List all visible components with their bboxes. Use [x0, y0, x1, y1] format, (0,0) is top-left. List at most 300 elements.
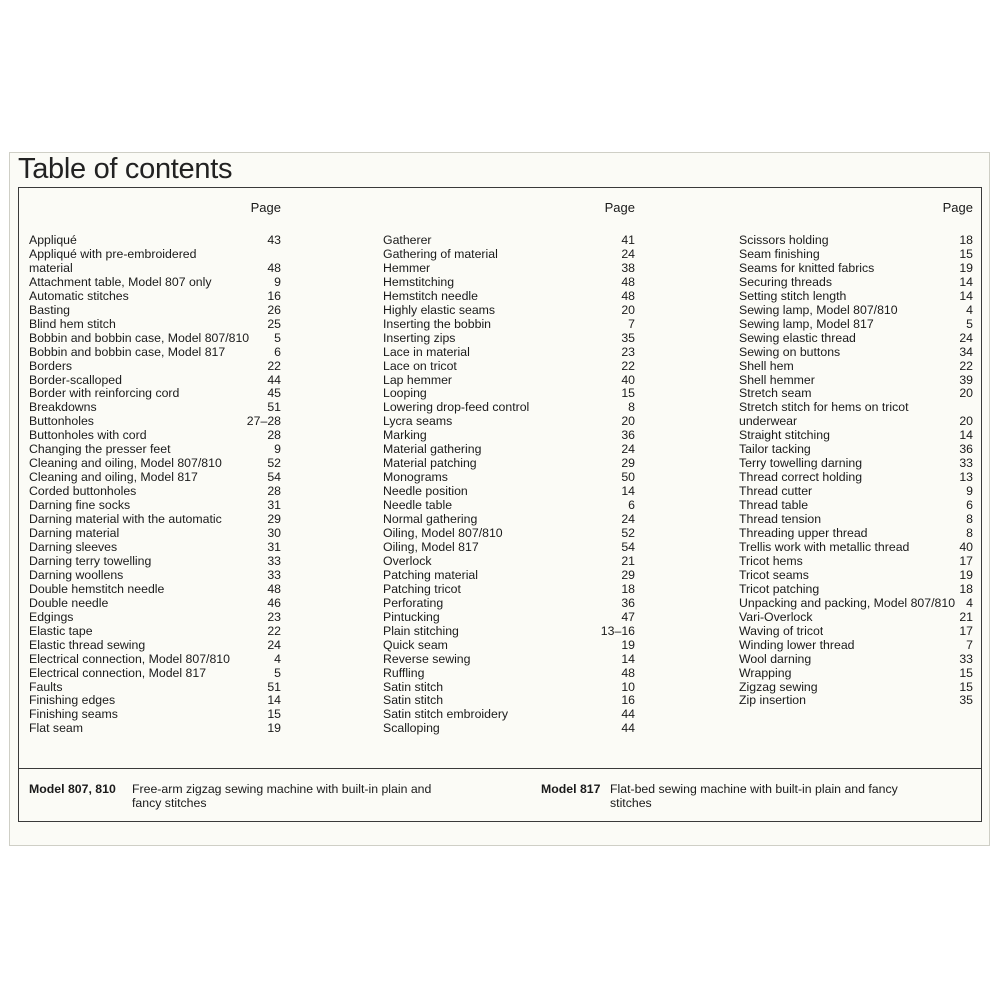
contents-entry	[383, 625, 635, 639]
contents-entry	[739, 387, 973, 401]
contents-entry	[739, 583, 973, 597]
entry-page-number: 14	[959, 428, 973, 443]
entry-topic: Patching tricot	[383, 582, 461, 596]
contents-entry	[383, 541, 635, 555]
entry-page-number: 13	[959, 470, 973, 485]
entry-page-number: 36	[621, 428, 635, 443]
contents-entry	[739, 667, 973, 681]
entry-page-number: 18	[959, 233, 973, 247]
entry-topic: Shell hemmer	[739, 373, 815, 387]
contents-entry	[29, 485, 281, 499]
contents-entry	[739, 360, 973, 374]
contents-entry	[739, 374, 973, 388]
entry-topic: Tricot hems	[739, 554, 803, 568]
contents-entry	[739, 332, 973, 346]
entry-topic: Appliqué with pre-embroidered	[29, 247, 197, 261]
model-label: Model 817	[541, 782, 601, 796]
contents-entry	[739, 248, 973, 262]
contents-entry	[383, 290, 635, 304]
entry-page-number: 9	[274, 442, 281, 457]
entry-page-number: 51	[267, 400, 281, 415]
contents-entry	[383, 304, 635, 318]
entry-topic: Cleaning and oiling, Model 807/810	[29, 457, 222, 471]
entry-topic: Electrical connection, Model 817	[29, 666, 207, 680]
entry-page-number: 26	[267, 302, 281, 317]
entry-page-number: 44	[621, 707, 635, 722]
entry-topic: Darning fine socks	[29, 499, 131, 513]
contents-entry	[739, 262, 973, 276]
entry-topic: material	[29, 261, 73, 275]
entry-page-number: 47	[621, 609, 635, 624]
contents-entry	[739, 234, 973, 248]
contents-entry	[383, 597, 635, 611]
page-column-header: Page	[604, 200, 635, 215]
entry-page-number: 25	[267, 316, 281, 331]
entry-topic: Reverse sewing	[383, 652, 471, 666]
entry-page-number: 36	[621, 595, 635, 610]
contents-entry	[383, 248, 635, 262]
entry-page-number: 17	[959, 553, 973, 568]
entry-page-number: 51	[267, 679, 281, 694]
contents-entry	[29, 276, 281, 290]
contents-entry	[29, 611, 281, 625]
model-note-817	[541, 782, 961, 810]
entry-topic: Automatic stitches	[29, 289, 129, 303]
entry-page-number: 38	[621, 260, 635, 275]
entry-topic: Tailor tacking	[739, 443, 811, 457]
entry-page-number: 48	[621, 288, 635, 303]
contents-entry	[739, 527, 973, 541]
contents-entry	[383, 485, 635, 499]
entry-page-number: 8	[966, 512, 973, 527]
entry-topic: Hemstitch needle	[383, 289, 479, 303]
contents-entry	[383, 653, 635, 667]
entry-topic: Shell hem	[739, 359, 794, 373]
contents-entry	[383, 387, 635, 401]
contents-entry	[383, 346, 635, 360]
entry-page-number: 6	[628, 498, 635, 513]
model-description: Flat-bed sewing machine with built-in plain and fancy stitches	[610, 782, 898, 810]
contents-entry	[29, 667, 281, 681]
entry-page-number: 21	[959, 609, 973, 624]
contents-entry	[29, 708, 281, 722]
entry-page-number: 10	[621, 679, 635, 694]
contents-entry	[383, 667, 635, 681]
entry-page-number: 7	[966, 637, 973, 652]
contents-entry	[383, 332, 635, 346]
entry-topic: Zip insertion	[739, 694, 806, 708]
entry-page-number: 22	[621, 358, 635, 373]
contents-entry	[29, 262, 281, 276]
entry-topic: Material patching	[383, 457, 477, 471]
entry-page-number: 35	[621, 330, 635, 345]
entry-topic: Satin stitch	[383, 680, 444, 694]
contents-entry	[739, 555, 973, 569]
contents-entry	[29, 332, 281, 346]
entry-topic: Breakdowns	[29, 401, 97, 415]
entry-topic: Attachment table, Model 807 only	[29, 275, 212, 289]
entry-topic: Finishing seams	[29, 708, 118, 722]
entry-topic: Basting	[29, 303, 71, 317]
entry-topic: Perforating	[383, 596, 444, 610]
entry-page-number: 30	[267, 526, 281, 541]
contents-entry	[739, 415, 973, 429]
contents-entry	[383, 513, 635, 527]
entry-page-number: 18	[621, 581, 635, 596]
entry-page-number: 19	[959, 567, 973, 582]
entry-page-number: 9	[274, 274, 281, 289]
entry-page-number: 15	[959, 246, 973, 261]
page-column-header: Page	[942, 200, 973, 215]
entry-topic: Double needle	[29, 596, 109, 610]
entry-page-number: 52	[621, 526, 635, 541]
entry-topic: Lace on tricot	[383, 359, 457, 373]
contents-entry	[29, 569, 281, 583]
entry-topic: Darning terry towelling	[29, 554, 152, 568]
contents-entry	[29, 681, 281, 695]
contents-column-3	[739, 200, 973, 708]
entry-page-number: 20	[959, 386, 973, 401]
contents-entry	[383, 276, 635, 290]
contents-entry	[739, 290, 973, 304]
entry-page-number: 13–16	[600, 623, 635, 638]
model-description: Free-arm zigzag sewing machine with built-in plain and fancy stitches	[132, 782, 432, 810]
entry-topic: Oiling, Model 817	[383, 540, 479, 554]
contents-entry	[739, 485, 973, 499]
contents-entry	[29, 304, 281, 318]
contents-entry	[29, 234, 281, 248]
entry-page-number: 22	[267, 358, 281, 373]
contents-entry	[29, 583, 281, 597]
entry-topic: Double hemstitch needle	[29, 582, 165, 596]
contents-entry	[383, 262, 635, 276]
entry-page-number: 40	[621, 372, 635, 387]
contents-entry	[29, 639, 281, 653]
entry-page-number: 24	[621, 442, 635, 457]
entry-topic: Winding lower thread	[739, 638, 855, 652]
contents-entry	[383, 569, 635, 583]
entry-topic: Lace in material	[383, 345, 470, 359]
entry-topic: Inserting the bobbin	[383, 317, 492, 331]
entry-page-number: 6	[274, 344, 281, 359]
contents-entry	[383, 555, 635, 569]
entry-topic: Sewing lamp, Model 807/810	[739, 303, 898, 317]
entry-page-number: 22	[267, 623, 281, 638]
entry-topic: Darning woollens	[29, 568, 124, 582]
entry-topic: Satin stitch	[383, 694, 444, 708]
entry-page-number: 24	[621, 246, 635, 261]
entry-topic: Bobbin and bobbin case, Model 807/810	[29, 331, 250, 345]
contents-entry	[739, 541, 973, 555]
entry-topic: Scalloping	[383, 722, 440, 736]
entry-page-number: 50	[621, 470, 635, 485]
entry-topic: Needle table	[383, 499, 453, 513]
entry-page-number: 22	[959, 358, 973, 373]
contents-entry	[739, 471, 973, 485]
contents-column-2	[383, 200, 635, 736]
entry-topic: Zigzag sewing	[739, 680, 818, 694]
entry-page-number: 18	[959, 581, 973, 596]
contents-entry	[29, 248, 281, 262]
entry-topic: Quick seam	[383, 638, 448, 652]
entry-page-number: 19	[621, 637, 635, 652]
contents-frame	[18, 187, 982, 822]
entry-topic: Darning material with the automatic	[29, 513, 222, 527]
entry-page-number: 4	[274, 651, 281, 666]
contents-entry	[29, 653, 281, 667]
entry-page-number: 33	[959, 651, 973, 666]
entry-page-number: 39	[959, 372, 973, 387]
contents-entry	[383, 429, 635, 443]
contents-entry	[739, 457, 973, 471]
entry-topic: Stretch stitch for hems on tricot	[739, 401, 909, 415]
entry-page-number: 34	[959, 344, 973, 359]
contents-entry	[739, 304, 973, 318]
entry-page-number: 16	[267, 288, 281, 303]
contents-entry	[383, 457, 635, 471]
entry-topic: Oiling, Model 807/810	[383, 527, 503, 541]
entry-page-number: 33	[267, 567, 281, 582]
entry-topic: Buttonholes with cord	[29, 429, 147, 443]
entry-topic: Flat seam	[29, 722, 83, 736]
contents-entry	[383, 639, 635, 653]
entry-page-number: 19	[267, 721, 281, 736]
entry-page-number: 5	[274, 665, 281, 680]
entry-page-number: 27–28	[246, 414, 281, 429]
entry-page-number: 31	[267, 498, 281, 513]
entry-page-number: 15	[959, 665, 973, 680]
entry-topic: Scissors holding	[739, 234, 829, 247]
entry-page-number: 5	[966, 316, 973, 331]
entry-topic: Elastic thread sewing	[29, 638, 146, 652]
contents-entry	[29, 527, 281, 541]
entry-page-number: 29	[621, 456, 635, 471]
contents-entry	[29, 471, 281, 485]
entry-topic: Faults	[29, 680, 63, 694]
entry-page-number: 24	[621, 512, 635, 527]
contents-entry	[383, 527, 635, 541]
contents-entry	[383, 583, 635, 597]
entry-topic: Sewing elastic thread	[739, 331, 856, 345]
entry-topic: Tricot seams	[739, 568, 809, 582]
entry-page-number: 29	[267, 512, 281, 527]
entry-page-number: 15	[621, 386, 635, 401]
entry-topic: Threading upper thread	[739, 527, 868, 541]
contents-entry	[383, 374, 635, 388]
entry-page-number: 6	[966, 498, 973, 513]
contents-entry	[29, 694, 281, 708]
contents-entry	[29, 541, 281, 555]
entry-page-number: 24	[959, 330, 973, 345]
entry-page-number: 14	[621, 484, 635, 499]
contents-entry	[739, 597, 973, 611]
contents-entry	[29, 360, 281, 374]
entry-page-number: 44	[621, 721, 635, 736]
entry-topic: Terry towelling darning	[739, 457, 863, 471]
entry-topic: Inserting zips	[383, 331, 456, 345]
entry-page-number: 14	[959, 274, 973, 289]
entry-page-number: 14	[621, 651, 635, 666]
entry-topic: Needle position	[383, 485, 468, 499]
entry-topic: Sewing lamp, Model 817	[739, 317, 874, 331]
contents-entry	[29, 597, 281, 611]
entry-page-number: 41	[621, 233, 635, 247]
entry-page-number: 5	[274, 330, 281, 345]
entry-topic: Seam finishing	[739, 247, 820, 261]
contents-entry	[739, 401, 973, 415]
entry-topic: Monograms	[383, 471, 448, 485]
entry-topic: Lycra seams	[383, 415, 453, 429]
entry-topic: Darning material	[29, 527, 120, 541]
entry-topic: Satin stitch embroidery	[383, 708, 509, 722]
entry-topic: Waving of tricot	[739, 624, 824, 638]
entry-page-number: 48	[267, 581, 281, 596]
page-column-header: Page	[250, 200, 281, 215]
entry-topic: Lap hemmer	[383, 373, 453, 387]
contents-entry	[383, 318, 635, 332]
contents-entry	[29, 346, 281, 360]
contents-entry	[383, 415, 635, 429]
contents-entry	[739, 429, 973, 443]
contents-entry	[383, 708, 635, 722]
contents-entry	[739, 694, 973, 708]
entry-topic: Appliqué	[29, 234, 77, 247]
entry-page-number: 19	[959, 260, 973, 275]
contents-entry	[29, 387, 281, 401]
entry-topic: Wool darning	[739, 652, 812, 666]
entry-list	[29, 234, 281, 736]
entry-page-number: 15	[267, 707, 281, 722]
entry-topic: Unpacking and packing, Model 807/810	[739, 596, 956, 610]
entry-page-number: 48	[267, 260, 281, 275]
entry-topic: Marking	[383, 429, 427, 443]
entry-topic: Electrical connection, Model 807/810	[29, 652, 230, 666]
entry-page-number: 14	[959, 288, 973, 303]
entry-topic: Gathering of material	[383, 247, 498, 261]
entry-page-number: 35	[959, 693, 973, 708]
entry-topic: Thread table	[739, 499, 809, 513]
contents-entry	[29, 457, 281, 471]
entry-page-number: 23	[621, 344, 635, 359]
contents-entry	[383, 499, 635, 513]
entry-topic: Buttonholes	[29, 415, 94, 429]
entry-page-number: 8	[966, 526, 973, 541]
contents-entry	[383, 360, 635, 374]
entry-topic: Looping	[383, 387, 427, 401]
entry-page-number: 14	[267, 693, 281, 708]
contents-column-1	[29, 200, 281, 736]
contents-entry	[383, 722, 635, 736]
contents-entry	[739, 611, 973, 625]
entry-topic: Edgings	[29, 610, 74, 624]
entry-page-number: 15	[959, 679, 973, 694]
entry-topic: Border-scalloped	[29, 373, 122, 387]
entry-topic: Patching material	[383, 568, 479, 582]
entry-topic: Corded buttonholes	[29, 485, 137, 499]
entry-topic: Borders	[29, 359, 73, 373]
entry-topic: Highly elastic seams	[383, 303, 496, 317]
entry-topic: Plain stitching	[383, 624, 459, 638]
entry-page-number: 33	[959, 456, 973, 471]
entry-page-number: 8	[628, 400, 635, 415]
contents-entry	[739, 681, 973, 695]
contents-entry	[29, 415, 281, 429]
entry-topic: Thread correct holding	[739, 471, 863, 485]
entry-topic: Hemstitching	[383, 275, 455, 289]
entry-topic: Cleaning and oiling, Model 817	[29, 471, 198, 485]
model-label: Model 807, 810	[29, 782, 116, 796]
contents-entry	[383, 443, 635, 457]
entry-page-number: 43	[267, 233, 281, 247]
entry-page-number: 28	[267, 428, 281, 443]
entry-page-number: 4	[966, 302, 973, 317]
contents-entry	[29, 722, 281, 736]
entry-page-number: 52	[267, 456, 281, 471]
entry-page-number: 17	[959, 623, 973, 638]
contents-entry	[29, 555, 281, 569]
contents-entry	[383, 694, 635, 708]
entry-page-number: 9	[966, 484, 973, 499]
entry-topic: Sewing on buttons	[739, 345, 841, 359]
entry-page-number: 40	[959, 539, 973, 554]
entry-topic: Bobbin and bobbin case, Model 817	[29, 345, 226, 359]
entry-topic: Elastic tape	[29, 624, 93, 638]
entry-page-number: 23	[267, 609, 281, 624]
entry-topic: Securing threads	[739, 275, 832, 289]
entry-topic: Overlock	[383, 554, 432, 568]
contents-entry	[739, 569, 973, 583]
entry-page-number: 7	[628, 316, 635, 331]
entry-topic: Normal gathering	[383, 513, 478, 527]
entry-page-number: 54	[621, 539, 635, 554]
entry-page-number: 36	[959, 442, 973, 457]
contents-entry	[739, 346, 973, 360]
entry-page-number: 33	[267, 553, 281, 568]
entry-topic: Gatherer	[383, 234, 432, 247]
entry-topic: Thread cutter	[739, 485, 813, 499]
entry-topic: Lowering drop-feed control	[383, 401, 530, 415]
manual-page	[9, 152, 990, 846]
entry-topic: underwear	[739, 415, 798, 429]
contents-entry	[739, 499, 973, 513]
contents-entry	[29, 318, 281, 332]
contents-entry	[29, 625, 281, 639]
entry-topic: Blind hem stitch	[29, 317, 116, 331]
entry-page-number: 24	[267, 637, 281, 652]
entry-page-number: 45	[267, 386, 281, 401]
contents-entry	[739, 625, 973, 639]
entry-page-number: 16	[621, 693, 635, 708]
entry-topic: Setting stitch length	[739, 289, 847, 303]
contents-entry	[739, 443, 973, 457]
contents-entry	[29, 499, 281, 513]
entry-page-number: 28	[267, 484, 281, 499]
entry-page-number: 20	[959, 414, 973, 429]
entry-page-number: 4	[966, 595, 973, 610]
entry-topic: Changing the presser feet	[29, 443, 171, 457]
contents-entry	[383, 234, 635, 248]
contents-entry	[29, 374, 281, 388]
entry-topic: Material gathering	[383, 443, 482, 457]
entry-page-number: 46	[267, 595, 281, 610]
contents-entry	[739, 276, 973, 290]
entry-page-number: 20	[621, 414, 635, 429]
contents-entry	[739, 639, 973, 653]
contents-entry	[29, 429, 281, 443]
contents-entry	[383, 611, 635, 625]
contents-entry	[29, 513, 281, 527]
entry-page-number: 48	[621, 274, 635, 289]
